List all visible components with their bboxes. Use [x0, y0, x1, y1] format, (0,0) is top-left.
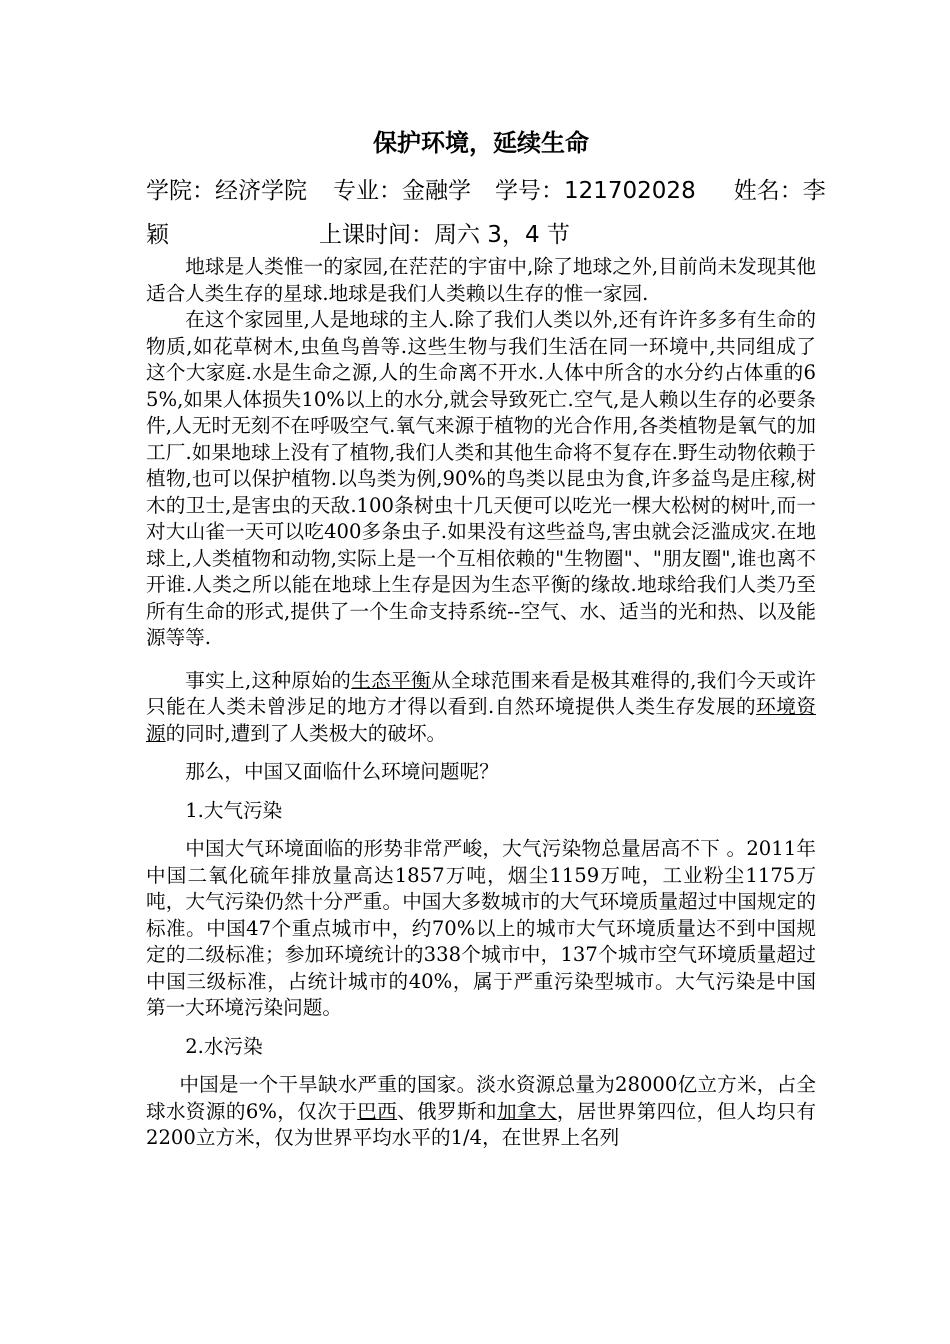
document-title: 保护环境，延续生命: [373, 129, 589, 157]
text-span: 、俄罗斯和: [397, 1099, 497, 1123]
text-span: 从全球范围来看是极其难得的,我们今天或许只能在人类未曾涉足的地方才得以看到.自然环境提供人类生存发展的: [146, 668, 817, 718]
section-heading-water-pollution: 2.水污染: [185, 1034, 263, 1058]
major-field: 专业：金融学: [333, 178, 471, 204]
paragraph-ecological-balance: [146, 668, 816, 748]
college-field: 学院：经济学院: [146, 178, 307, 204]
section-heading-air-pollution: 1.大气污染: [185, 798, 283, 822]
document-page: [146, 128, 826, 1152]
class-time-field: 上课时间：周六 3，4 节: [319, 222, 570, 248]
brazil-link[interactable]: 巴西: [357, 1099, 398, 1123]
paragraph-earth-home: 地球是人类惟一的家园,在茫茫的宇宙中,除了地球之外,目前尚未发现其他适合人类生存的星球.地球是我们人类赖以生存的惟一家园.: [146, 255, 816, 305]
text-span: ，居世界第四位，但人均只有2200立方米，仅为世界平均水平的1/4，在世界上名列: [146, 1099, 817, 1149]
paragraph-question: 那么，中国又面临什么环境问题呢？: [185, 760, 499, 783]
environmental-resources-link[interactable]: 环境资源: [146, 695, 816, 745]
name-field: 姓名：李: [733, 178, 826, 204]
name-field-continued: 颖: [146, 222, 169, 248]
text-span: 的同时,遭到了人类极大的破坏。: [165, 721, 447, 745]
text-span: 中国是一个干旱缺水严重的国家。淡水资源总量为28000亿立方米，占全球水资源的6%，仅次于: [146, 1073, 816, 1123]
canada-link[interactable]: 加拿大: [496, 1099, 557, 1123]
text-span: 事实上,这种原始的: [185, 668, 352, 692]
student-info-line: [146, 176, 826, 206]
paragraph-water-pollution: [146, 1072, 816, 1152]
student-id-field: 学号：121702028: [495, 178, 696, 204]
ecological-balance-link[interactable]: 生态平衡: [351, 668, 431, 692]
paragraph-air-pollution: 中国大气环境面临的形势非常严峻，大气污染物总量居高不下 。2011年中国二氧化硫年排放量高达1857万吨，烟尘1159万吨，工业粉尘1175万吨，大气污染仍然十分严重。中国大多数城市的大气环境质量超过中国规定的标准。中国47个重点城市中，约70%以上的城市大气环境质量达不到中国规定的二级标准；参加环境统计的338个城市中，137个城市空气环境质量超过中国三级标准，占统计城市的40%，属于严重污染型城市。大气污染是中国第一大环境污染问题。: [146, 837, 816, 1019]
student-info-line-2: [146, 220, 816, 250]
paragraph-life-on-earth: 在这个家园里,人是地球的主人.除了我们人类以外,还有许许多多有生命的物质,如花草树木,虫鱼鸟兽等.这些生物与我们生活在同一环境中,共同组成了这个大家庭.水是生命之源,人的生命离不开水.人体中所含的水分约占体重的65%,如果人体损失10%以上的水分,就会导致死亡.空气,是人赖以生存的必要条件,人无时无刻不在呼吸空气.氧气来源于植物的光合作用,各类植物是氧气的加工厂.如果地球上没有了植物,我们人类和其他生命将不复存在.野生动物依赖于植物,也可以保护植物.以鸟类为例,90%的鸟类以昆虫为食,许多益鸟是庄稼,树木的卫士,是害虫的天敌.100条树虫十几天便可以吃光一棵大松树的树叶,而一对大山雀一天可以吃400多条虫子.如果没有这些益鸟,害虫就会泛滥成灾.在地球上,人类植物和动物,实际上是一个互相依赖的"生物圈"、"朋友圈",谁也离不开谁.人类之所以能在地球上生存是因为生态平衡的缘故.地球给我们人类乃至所有生命的形式,提供了一个生命支持系统--空气、水、适当的光和热、以及能源等等.: [146, 308, 816, 649]
